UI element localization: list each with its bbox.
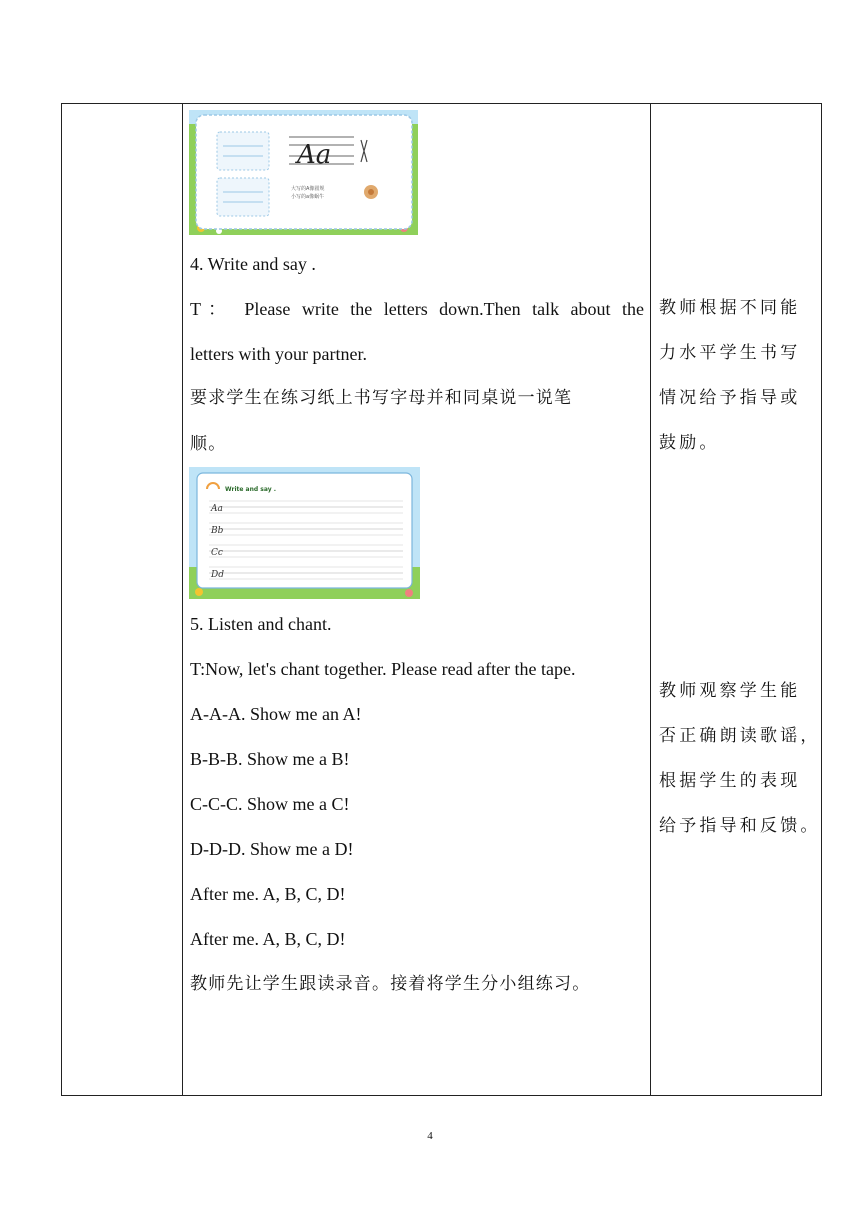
- chant-line: After me. A, B, C, D!: [190, 884, 346, 904]
- note2-line: 给予指导和反馈。: [659, 816, 821, 836]
- slide1-caption-line2: 小写的a像蜗牛: [291, 194, 325, 200]
- step5-title: 5. Listen and chant.: [190, 614, 332, 634]
- chant-line: C-C-C. Show me a C!: [190, 794, 350, 814]
- page-number: 4: [427, 1130, 433, 1142]
- note1-line: 鼓励。: [659, 433, 720, 453]
- step4-chinese-line-1: 要求学生在练习纸上书写字母并和同桌说一说笔: [190, 388, 573, 408]
- slide2-title: Write and say .: [225, 486, 276, 493]
- write-and-say-slide-image: [189, 467, 420, 599]
- lesson-table: [61, 103, 822, 1096]
- chant-line: B-B-B. Show me a B!: [190, 749, 350, 769]
- step4-chinese-line-2: 顺。: [190, 434, 227, 454]
- chant-line: After me. A, B, C, D!: [190, 929, 346, 949]
- step4-teacher-line-2: letters with your partner.: [190, 344, 367, 364]
- row-letters-a: Aa: [211, 504, 223, 514]
- note2-line: 根据学生的表现: [659, 771, 801, 791]
- row-letters-c: Cc: [211, 548, 223, 558]
- note1-line: 力水平学生书写: [659, 343, 801, 363]
- step5-chinese-line: 教师先让学生跟读录音。接着将学生分小组练习。: [190, 974, 591, 994]
- note2-line: 否正确朗读歌谣，: [659, 726, 821, 746]
- row-letters-d: Dd: [211, 570, 224, 580]
- letter-aa-slide-image: [189, 110, 418, 235]
- step4-title: 4. Write and say .: [190, 254, 316, 274]
- note1-line: 情况给予指导或: [659, 388, 801, 408]
- slide1-caption-line1: 大写的A像圆规: [291, 186, 325, 192]
- chant-line: D-D-D. Show me a D!: [190, 839, 354, 859]
- big-letters-aa: Aa: [297, 140, 332, 170]
- step5-teacher-line: T:Now, let's chant together. Please read after the tape.: [190, 659, 576, 679]
- column-divider-left: [182, 104, 183, 1095]
- note1-line: 教师根据不同能: [659, 298, 801, 318]
- step4-teacher-line-1: T： Please write the letters down.Then talk about the: [190, 299, 644, 319]
- note2-line: 教师观察学生能: [659, 681, 801, 701]
- row-letters-b: Bb: [211, 526, 224, 536]
- column-divider-right: [650, 104, 651, 1095]
- chant-line: A-A-A. Show me an A!: [190, 704, 362, 724]
